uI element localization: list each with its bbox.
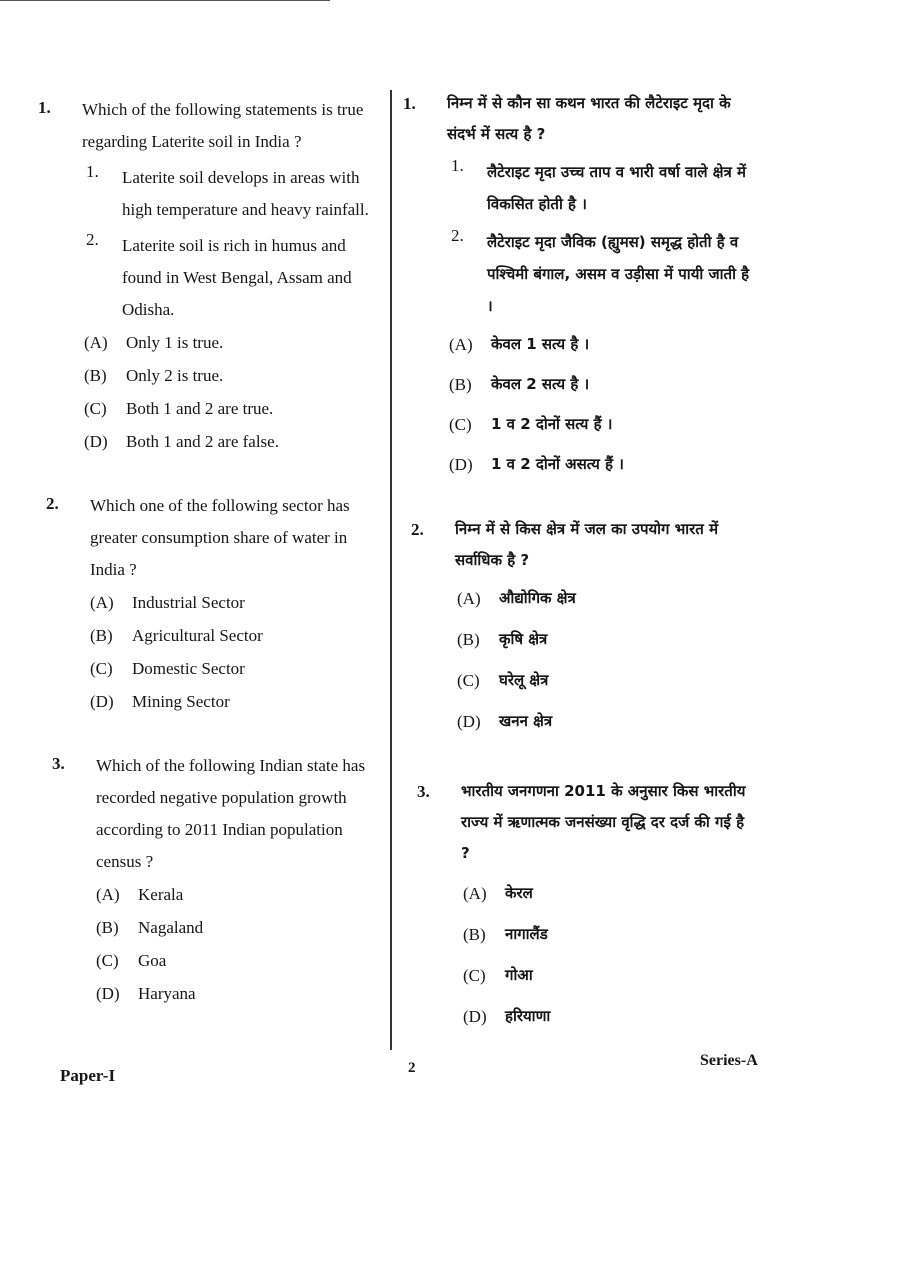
option-letter: (A): [449, 335, 473, 354]
option-text: Agricultural Sector: [132, 626, 263, 645]
hindi-column: [403, 88, 753, 1041]
paper-label: Paper-I: [60, 1066, 116, 1085]
question-3-en: [38, 750, 378, 1010]
option-text: Nagaland: [138, 918, 204, 937]
option-letter: (A): [90, 593, 114, 612]
question-1-en: [38, 94, 378, 458]
option-text: Only 1 is true.: [126, 333, 224, 352]
option-text: Industrial Sector: [132, 593, 245, 612]
option-d: [463, 1000, 753, 1041]
english-column: [38, 88, 378, 1010]
option-letter: (B): [96, 918, 119, 937]
option-text: गोआ: [505, 966, 533, 984]
statement-2: [447, 226, 753, 322]
option-text: Goa: [138, 951, 167, 970]
option-text: केवल 1 सत्य है ।: [491, 335, 590, 353]
option-letter: (D): [463, 1007, 487, 1026]
column-divider: [390, 90, 392, 1050]
question-2-en: [38, 490, 378, 718]
statement-2: [82, 230, 378, 326]
question-number: 3.: [52, 754, 65, 773]
option-letter: (B): [457, 630, 480, 649]
option-letter: (B): [90, 626, 113, 645]
option-text: Haryana: [138, 984, 196, 1003]
option-text: Domestic Sector: [132, 659, 245, 678]
option-c: [96, 944, 378, 977]
option-letter: (D): [90, 692, 114, 711]
option-text: Kerala: [138, 885, 184, 904]
option-text: 1 व 2 दोनों सत्य हैं ।: [491, 415, 613, 433]
statement-text: Laterite soil is rich in humus and found in West Bengal, Assam and Odisha.: [122, 236, 352, 319]
option-letter: (D): [449, 455, 473, 474]
option-a: [463, 877, 753, 918]
statement-text: लैटेराइट मृदा जैविक (ह्युमस) समृद्ध होती है व पश्चिमी बंगाल, असम व उड़ीसा में पायी जाती है ।: [487, 233, 750, 315]
option-text: Both 1 and 2 are true.: [126, 399, 274, 418]
option-b: [457, 623, 753, 664]
option-letter: (C): [96, 951, 119, 970]
statement-text: लैटेराइट मृदा उच्च ताप व भारी वर्षा वाले क्षेत्र में विकसित होती है ।: [487, 163, 746, 213]
option-text: कृषि क्षेत्र: [499, 630, 548, 648]
option-a: [90, 586, 378, 619]
question-1-hi: [403, 88, 753, 488]
option-letter: (C): [463, 966, 486, 985]
option-b: [463, 918, 753, 959]
option-d: [84, 425, 378, 458]
question-text: Which one of the following sector has greater consumption share of water in India ?: [90, 496, 350, 579]
option-text: खनन क्षेत्र: [499, 712, 553, 730]
question-number: 3.: [417, 782, 430, 801]
option-letter: (C): [449, 415, 472, 434]
question-text: Which of the following statements is true regarding Laterite soil in India ?: [82, 100, 364, 151]
option-letter: (B): [463, 925, 486, 944]
option-c: [449, 408, 753, 448]
statement-1: [447, 156, 753, 220]
statement-number: 2.: [451, 226, 464, 245]
option-a: [449, 328, 753, 368]
option-text: औद्योगिक क्षेत्र: [499, 589, 576, 607]
question-number: 1.: [403, 94, 416, 113]
series-label: Series-A: [700, 1052, 758, 1069]
question-number: 1.: [38, 98, 51, 117]
option-a: [457, 582, 753, 623]
option-letter: (A): [463, 884, 487, 903]
option-c: [463, 959, 753, 1000]
option-d: [449, 448, 753, 488]
option-b: [96, 911, 378, 944]
option-letter: (D): [84, 432, 108, 451]
option-d: [457, 705, 753, 746]
top-rule: [0, 0, 330, 1]
option-letter: (D): [96, 984, 120, 1003]
option-text: Both 1 and 2 are false.: [126, 432, 279, 451]
option-d: [90, 685, 378, 718]
option-letter: (C): [84, 399, 107, 418]
question-number: 2.: [46, 494, 59, 513]
statement-number: 1.: [451, 156, 464, 175]
option-text: केरल: [505, 884, 533, 902]
option-b: [84, 359, 378, 392]
option-letter: (A): [96, 885, 120, 904]
question-number: 2.: [411, 520, 424, 539]
statement-number: 1.: [86, 162, 99, 181]
option-letter: (C): [90, 659, 113, 678]
option-a: [96, 878, 378, 911]
statement-number: 2.: [86, 230, 99, 249]
option-text: घरेलू क्षेत्र: [499, 671, 549, 689]
option-letter: (C): [457, 671, 480, 690]
option-c: [84, 392, 378, 425]
option-c: [457, 664, 753, 705]
question-text: भारतीय जनगणना 2011 के अनुसार किस भारतीय राज्य में ऋणात्मक जनसंख्या वृद्धि दर दर्ज की गई है ?: [461, 782, 746, 862]
option-b: [90, 619, 378, 652]
option-text: Mining Sector: [132, 692, 230, 711]
option-text: केवल 2 सत्य है ।: [491, 375, 590, 393]
page-number: 2: [408, 1060, 416, 1076]
option-letter: (B): [449, 375, 472, 394]
option-text: 1 व 2 दोनों असत्य हैं ।: [491, 455, 624, 473]
option-letter: (D): [457, 712, 481, 731]
option-b: [449, 368, 753, 408]
statement-text: Laterite soil develops in areas with high temperature and heavy rainfall.: [122, 168, 369, 219]
question-text: निम्न में से किस क्षेत्र में जल का उपयोग भारत में सर्वाधिक है ?: [455, 520, 719, 569]
option-c: [90, 652, 378, 685]
option-text: हरियाणा: [505, 1007, 551, 1025]
question-3-hi: [403, 776, 753, 1041]
option-d: [96, 977, 378, 1010]
option-letter: (A): [84, 333, 108, 352]
question-text: निम्न में से कौन सा कथन भारत की लैटेराइट मृदा के संदर्भ में सत्य है ?: [447, 94, 731, 143]
option-a: [84, 326, 378, 359]
option-letter: (A): [457, 589, 481, 608]
option-text: Only 2 is true.: [126, 366, 224, 385]
statement-1: [82, 162, 378, 226]
option-letter: (B): [84, 366, 107, 385]
question-2-hi: [403, 514, 753, 746]
option-text: नागालैंड: [505, 925, 548, 943]
question-text: Which of the following Indian state has recorded negative population growth according to 2011 Indian population census ?: [96, 756, 366, 871]
